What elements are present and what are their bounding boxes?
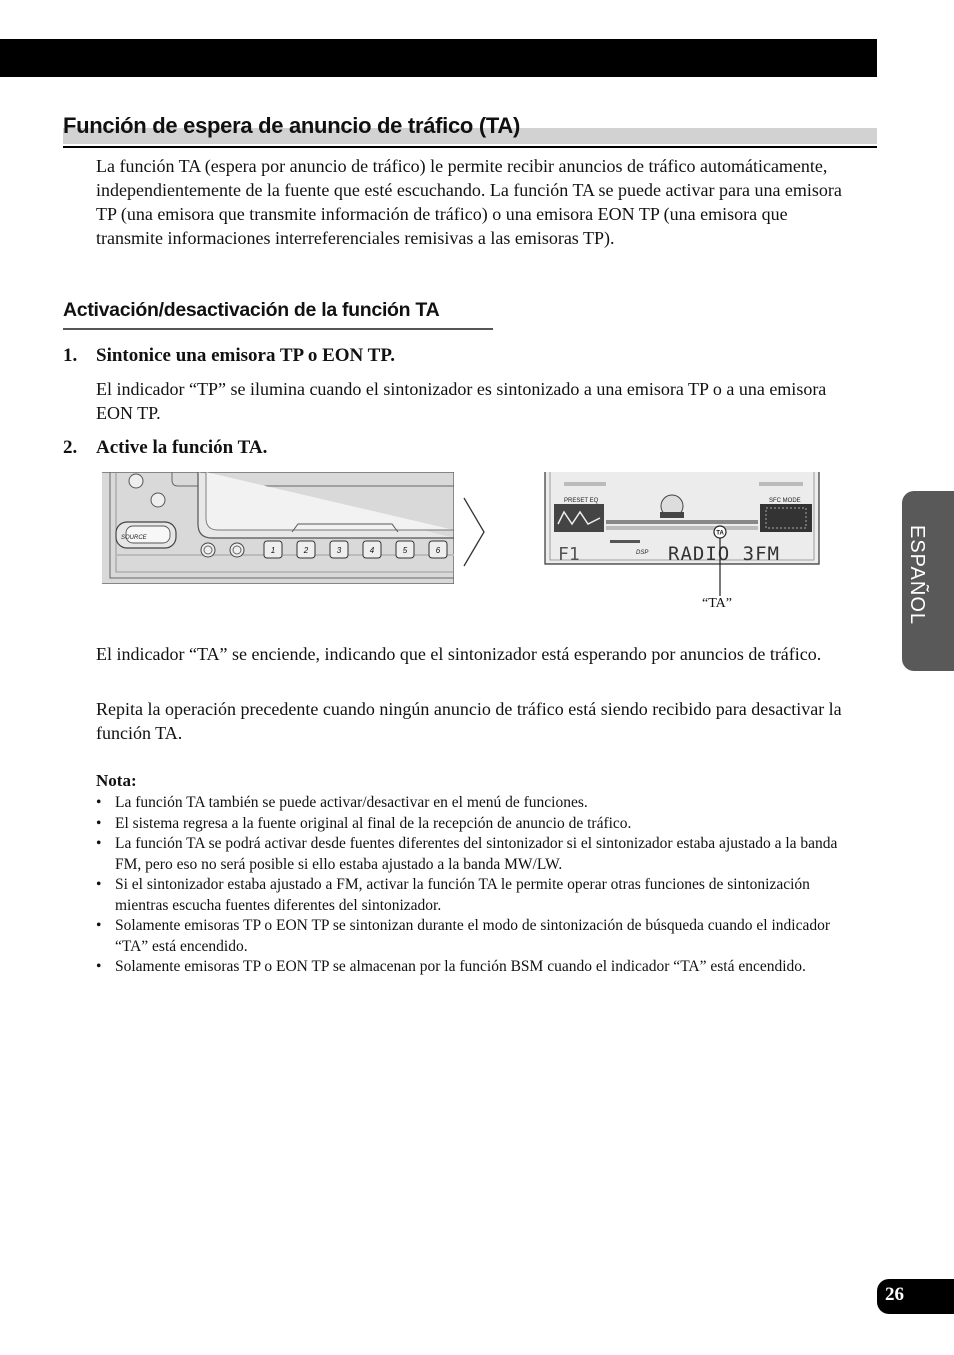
- note-bullet: •: [96, 794, 102, 811]
- note-bullet: •: [96, 917, 102, 934]
- preset-eq-label: PRESET EQ: [564, 498, 599, 504]
- header-bar: [0, 39, 877, 77]
- notes-title: Nota:: [96, 771, 137, 790]
- after-paragraph-1: El indicador “TA” se enciende, indicando que el sintonizador está esperando por anuncios de tráfico.: [96, 644, 822, 664]
- note-item: [96, 814, 841, 835]
- note-item: [96, 916, 841, 957]
- preset-button-label: 2: [303, 546, 309, 555]
- notes-list: [96, 793, 841, 978]
- arrow-graphic: [462, 496, 488, 573]
- preset-button-label: 6: [435, 546, 441, 555]
- display-drawing: [544, 472, 822, 600]
- note-text: Si el sintonizador estaba ajustado a FM, activar la función TA le permite operar otras funciones de sintonización mientras escucha fuentes diferentes del sintonizador.: [115, 876, 810, 914]
- step-1-text: El indicador “TP” se ilumina cuando el sintonizador es sintonizado a una emisora TP o a una emisora EON TP.: [96, 379, 827, 423]
- subsection-heading: [63, 298, 493, 330]
- note-text: Solamente emisoras TP o EON TP se sintonizan durante el modo de sintonización de búsqueda cuando el indicador “TA” está encendido.: [115, 917, 830, 955]
- section-title: Función de espera de anuncio de tráfico (TA): [63, 113, 521, 138]
- band-readout: F1: [558, 544, 580, 565]
- dsp-label: DSP: [636, 550, 649, 556]
- head-unit-drawing: [102, 472, 454, 584]
- note-text: La función TA también se puede activar/desactivar en el menú de funciones.: [115, 794, 588, 811]
- preset-button-label: 3: [336, 546, 342, 555]
- step-1-number: 1.: [63, 345, 78, 366]
- preset-button-label: 1: [270, 546, 276, 555]
- step-1-heading: [63, 345, 395, 367]
- subsection-title: Activación/desactivación de la función TA: [63, 299, 440, 321]
- note-text: El sistema regresa a la fuente original al final de la recepción de anuncio de tráfico.: [115, 814, 632, 832]
- step-1-title: Sintonice una emisora TP o EON TP.: [96, 345, 395, 366]
- sfc-mode-label: SFC MODE: [769, 498, 801, 504]
- arrow-chevron: [462, 496, 488, 568]
- page-number: 26: [885, 1284, 904, 1305]
- frequency-readout: RADIO 3FM: [668, 543, 780, 565]
- note-item: [96, 957, 841, 978]
- note-text: Solamente emisoras TP o EON TP se almacenan por la función BSM cuando el indicador “TA” está encendido.: [115, 958, 806, 975]
- after-paragraph-2: Repita la operación precedente cuando ningún anuncio de tráfico está siendo recibido para desactivar la función TA.: [96, 699, 842, 743]
- note-item: [96, 875, 841, 916]
- page-number-badge: [877, 1279, 954, 1314]
- note-bullet: •: [96, 814, 102, 832]
- ta-callout-label: “TA”: [702, 596, 732, 611]
- head-unit-illustration: [102, 472, 454, 589]
- language-tab: [902, 491, 954, 671]
- step-2-number: 2.: [63, 437, 78, 458]
- intro-paragraph: La función TA (espera por anuncio de tráfico) le permite recibir anuncios de tráfico automáticamente, independientemente de la fuente que esté escuchando. La función TA se puede activar para una emisora TP (una emisora que transmite información de tráfico) o una emisora EON TP (una emisora que transmite informaciones interreferenciales remisivas a las emisoras TP).: [96, 156, 842, 248]
- display-illustration: [544, 472, 822, 605]
- note-item: [96, 793, 841, 814]
- step-2-title: Active la función TA.: [96, 437, 268, 458]
- section-heading: [63, 112, 877, 148]
- preset-button-label: 5: [402, 546, 408, 555]
- note-bullet: •: [96, 876, 102, 893]
- language-tab-label: ESPAÑOL: [906, 525, 928, 625]
- note-text: La función TA se podrá activar desde fuentes diferentes del sintonizador si el sintonizador estaba ajustado a la banda FM, pero eso no será posible si ello estaba ajustado a la banda MW/LW.: [115, 835, 838, 873]
- note-bullet: •: [96, 958, 102, 975]
- preset-button-label: 4: [369, 546, 375, 555]
- note-item: [96, 834, 841, 875]
- source-button-label: SOURCE: [121, 535, 147, 541]
- note-bullet: •: [96, 835, 102, 852]
- step-2-heading: [63, 437, 267, 459]
- ta-indicator-label: TA: [716, 530, 724, 537]
